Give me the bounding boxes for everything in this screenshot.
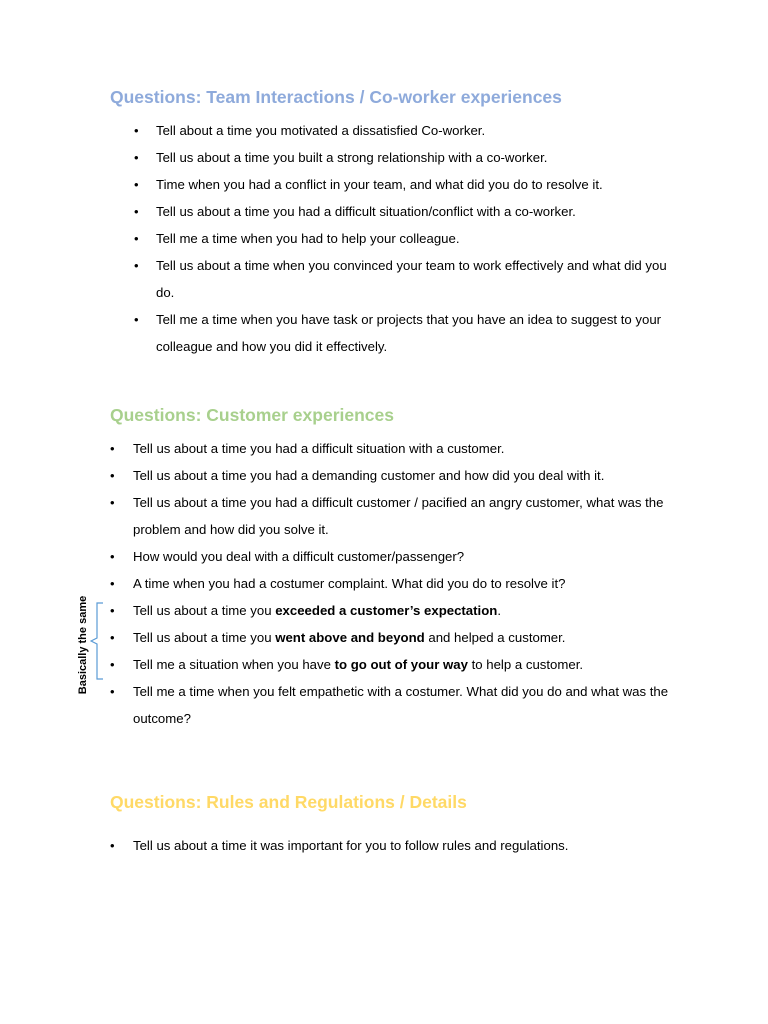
bullet-icon: •	[134, 312, 139, 327]
bullet-icon: •	[134, 150, 139, 165]
question-text: Tell us about a time you had a difficult situation with a customer.	[133, 441, 505, 456]
list-item	[110, 651, 673, 678]
rules-section-heading: Questions: Rules and Regulations / Details	[110, 792, 467, 812]
list-item	[134, 252, 676, 306]
list-item	[134, 171, 676, 198]
rules-question-list	[110, 832, 673, 859]
question-text: Tell us about a time you had a difficult customer / pacified an angry customer, what was the problem and how did you solve it.	[133, 495, 664, 537]
bullet-icon: •	[134, 123, 139, 138]
bullet-icon: •	[110, 630, 115, 645]
list-item	[110, 597, 673, 624]
bullet-icon: •	[110, 441, 115, 456]
bullet-icon: •	[110, 495, 115, 510]
question-text-end: .	[497, 603, 501, 618]
question-text-start: Tell me a situation when you have	[133, 657, 335, 672]
bullet-icon: •	[134, 177, 139, 192]
list-item	[110, 435, 673, 462]
question-text-end: and helped a customer.	[424, 630, 566, 645]
question-emphasis: to go out of your way	[334, 657, 468, 672]
bullet-icon: •	[110, 549, 115, 564]
list-item	[134, 198, 676, 225]
team-section-heading: Questions: Team Interactions / Co-worker experiences	[110, 87, 562, 107]
bullet-icon: •	[110, 576, 115, 591]
question-text-start: Tell us about a time you	[133, 630, 276, 645]
question-text-end: to help a customer.	[467, 657, 584, 672]
question-text: Tell us about a time it was important for you to follow rules and regulations.	[133, 838, 569, 853]
list-item	[110, 489, 673, 543]
bracket-icon	[90, 602, 104, 680]
list-item	[134, 306, 676, 360]
list-item	[134, 144, 676, 171]
bullet-icon: •	[110, 603, 115, 618]
list-item	[110, 462, 673, 489]
question-text: Tell about a time you motivated a dissatisfied Co-worker.	[156, 123, 486, 138]
bullet-icon: •	[110, 684, 115, 699]
question-text-start: Tell us about a time you	[133, 603, 276, 618]
question-text: Tell us about a time you had a difficult situation/conflict with a co-worker.	[156, 204, 576, 219]
bullet-icon: •	[134, 204, 139, 219]
list-item	[134, 117, 676, 144]
bullet-icon: •	[110, 838, 115, 853]
question-emphasis: went above and beyond	[275, 630, 425, 645]
question-text: A time when you had a costumer complaint. What did you do to resolve it?	[133, 576, 566, 591]
question-text: Tell me a time when you have task or projects that you have an idea to suggest to your colleague and how you did it effectively.	[156, 312, 662, 354]
customer-section-heading: Questions: Customer experiences	[110, 405, 394, 425]
bullet-icon: •	[110, 468, 115, 483]
list-item	[110, 624, 673, 651]
team-question-list	[134, 117, 676, 360]
question-text: How would you deal with a difficult customer/passenger?	[133, 549, 465, 564]
question-text: Time when you had a conflict in your team, and what did you do to resolve it.	[156, 177, 603, 192]
bullet-icon: •	[134, 258, 139, 273]
question-text: Tell me a time when you felt empathetic with a costumer. What did you do and what was the outcome?	[133, 684, 669, 726]
list-item	[110, 678, 673, 732]
list-item	[134, 225, 676, 252]
list-item	[110, 832, 673, 859]
bullet-icon: •	[110, 657, 115, 672]
question-text: Tell us about a time when you convinced your team to work effectively and what did you do.	[156, 258, 667, 300]
customer-question-list	[110, 435, 673, 732]
question-emphasis: exceeded a customer’s expectation	[275, 603, 498, 618]
question-text: Tell me a time when you had to help your colleague.	[156, 231, 460, 246]
list-item	[110, 543, 673, 570]
list-item	[110, 570, 673, 597]
bullet-icon: •	[134, 231, 139, 246]
side-annotation-label: Basically the same	[77, 595, 89, 695]
question-text: Tell us about a time you had a demanding customer and how did you deal with it.	[133, 468, 605, 483]
question-text: Tell us about a time you built a strong relationship with a co-worker.	[156, 150, 548, 165]
